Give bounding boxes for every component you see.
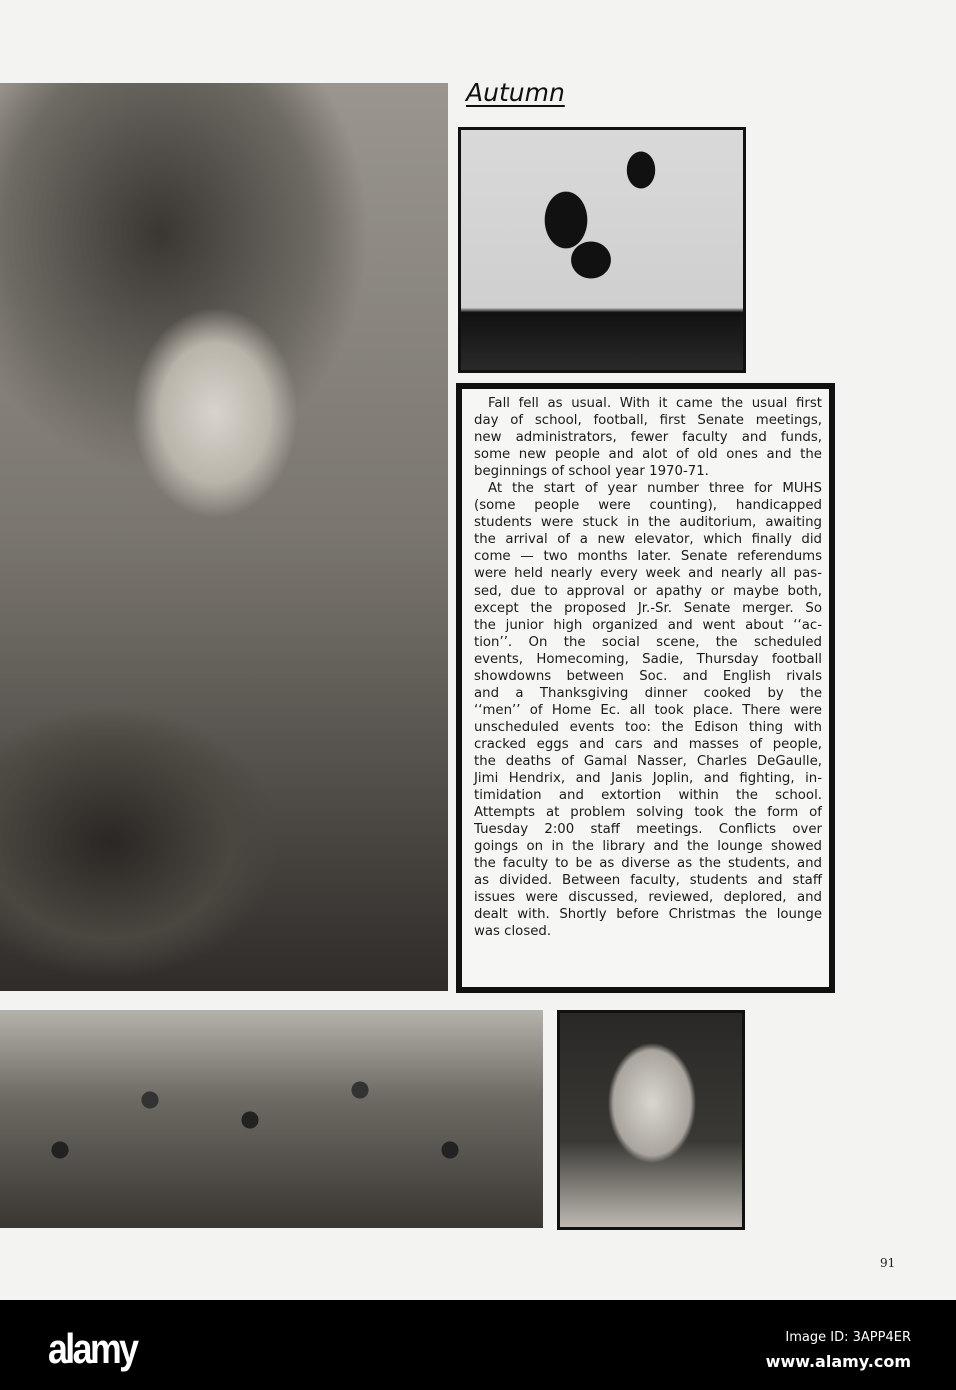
text-line: students were stuck in the auditorium, awaiting <box>474 515 822 531</box>
text-line: beginnings of school year 1970-71. <box>474 464 709 480</box>
photo-girl-looking-up <box>557 1010 745 1230</box>
text-line: Fall fell as usual. With it came the usual first <box>488 396 822 411</box>
text-line: cracked eggs and cars and masses of people, <box>474 736 822 752</box>
text-line: unscheduled events too: the Edison thing with <box>474 719 822 735</box>
text-line: as divided. Between faculty, students and staff <box>474 873 822 889</box>
text-line: showdowns between Soc. and English rivals <box>474 668 822 684</box>
image-id: Image ID: 3APP4ER <box>785 1330 911 1345</box>
text-line: (some people were counting), handicapped <box>474 498 822 514</box>
text-line: was closed. <box>474 924 552 940</box>
text-line: issues were discussed, reviewed, deplored, and <box>474 890 822 906</box>
text-line: sed, due to approval or apathy or maybe both, <box>474 583 822 599</box>
text-line: Tuesday 2:00 staff meetings. Conflicts over <box>474 822 822 838</box>
text-line: the junior high organized and went about ‘‘ac- <box>474 617 822 633</box>
text-line: new administrators, fewer faculty and funds, <box>474 430 822 446</box>
watermark-bar <box>0 1300 956 1390</box>
text-line: day of school, football, first Senate meetings, <box>474 413 822 429</box>
text-line: and a Thanksgiving dinner cooked by the <box>474 685 822 701</box>
text-line: At the start of year number three for MUHS <box>488 481 822 497</box>
text-line: come — two months later. Senate referendums <box>474 549 822 565</box>
text-line: ‘‘men’’ of Home Ec. all took place. There were <box>474 702 822 718</box>
alamy-logo: alamy <box>48 1325 137 1372</box>
text-line: tion’’. On the social scene, the scheduled <box>474 634 822 650</box>
text-line: were held nearly every week and nearly all pas- <box>474 566 822 582</box>
text-line: some new people and alot of old ones and the <box>474 447 822 463</box>
page-title: Autumn <box>466 78 565 107</box>
text-line: events, Homecoming, Sadie, Thursday football <box>474 651 822 667</box>
text-line: the faculty to be as diverse as the students, and <box>474 856 822 872</box>
text-line: goings on in the library and the lounge showed <box>474 839 822 855</box>
text-line: the arrival of a new elevator, which finally did <box>474 532 822 548</box>
article-text-box <box>456 383 835 993</box>
text-line: timidation and extortion within the school. <box>474 788 822 804</box>
photo-girl-sewing <box>0 83 448 991</box>
watermark-url: www.alamy.com <box>765 1352 911 1371</box>
article-body <box>474 395 822 941</box>
text-line: Jimi Hendrix, and Janis Joplin, and fighting, in- <box>474 771 822 787</box>
text-line: the deaths of Gamal Nasser, Charles DeGaulle, <box>474 753 822 769</box>
text-line: except the proposed Jr.-Sr. Senate merger. So <box>474 600 822 616</box>
photo-audience <box>0 1010 543 1228</box>
page-number: 91 <box>880 1256 896 1270</box>
text-line: Attempts at problem solving took the form of <box>474 805 822 821</box>
text-line: dealt with. Shortly before Christmas the lounge <box>474 907 822 923</box>
photo-roses <box>458 127 746 373</box>
